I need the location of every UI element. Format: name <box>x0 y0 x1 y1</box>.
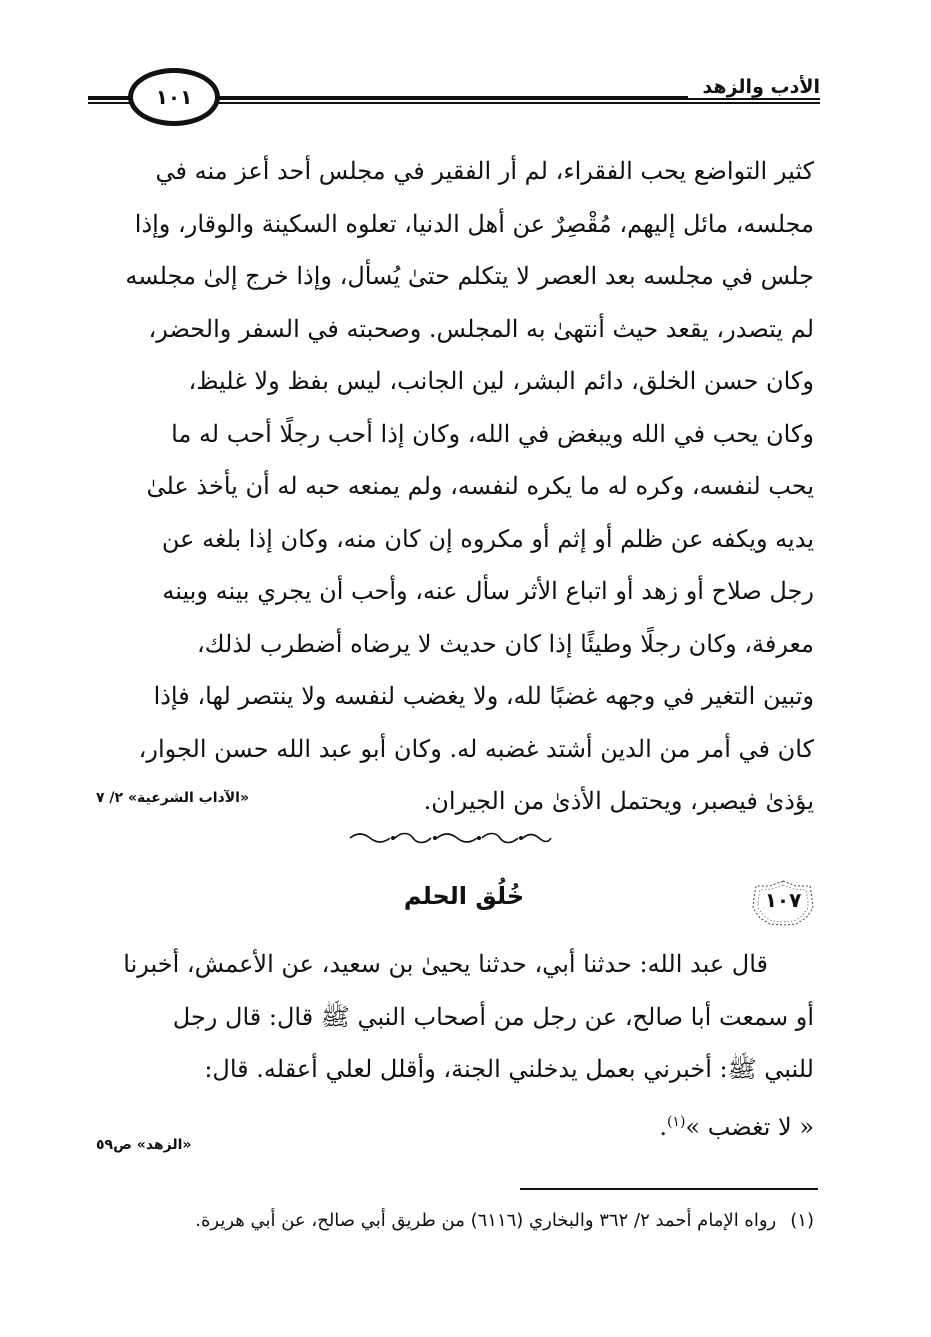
running-header <box>88 68 820 128</box>
text-line: أو سمعت أبا صالح، عن رجل من أصحاب النبي ﷺ قال: قال رجل <box>172 1002 814 1031</box>
source-citation: «الآداب الشرعية» ٢/ ٧ <box>96 790 249 806</box>
text-line: لم يتصدر، يقعد حيث أنتهىٰ به المجلس. وصحبته في السفر والحضر، <box>148 314 814 343</box>
text-line: كثير التواضع يحب الفقراء، لم أر الفقير في مجلس أحد أعز منه في <box>155 157 814 185</box>
footnote-text: رواه الإمام أحمد ٢/ ٣٦٢ والبخاري (٦١١٦) من طريق أبي صالح، عن أبي هريرة. <box>195 1210 777 1231</box>
footnote-separator <box>520 1188 818 1190</box>
quoted-saying: « لا تغضب » <box>685 1112 814 1141</box>
text-line: وكان يحب في الله ويبغض في الله، وكان إذا أحب رجلًا أحب له ما <box>171 419 814 448</box>
page-number: ١٠١ <box>155 85 193 109</box>
section-title: خُلُق الحلم <box>403 882 525 910</box>
text-line: وكان حسن الخلق، دائم البشر، لين الجانب، ليس بفظ ولا غليظ، <box>188 367 814 395</box>
footnote <box>114 1210 814 1231</box>
text-line: يحب لنفسه، وكره له ما يكره لنفسه، ولم يمنعه حبه له أن يأخذ علىٰ <box>146 472 814 500</box>
page-number-frame <box>128 68 220 126</box>
divider-ornament <box>345 828 555 848</box>
footnote-marker: (١) <box>790 1210 814 1231</box>
text-line: يديه ويكفه عن ظلم أو إثم أو مكروه إن كان منه، وكان إذا بلغه عن <box>161 524 814 553</box>
text-line: معرفة، وكان رجلًا وطيئًا إذا كان حديث لا يرضاه أضطرب لذلك، <box>197 629 814 658</box>
text-line: يؤذىٰ فيصبر، ويحتمل الأذىٰ من الجيران. <box>423 787 814 815</box>
section-heading <box>114 876 814 926</box>
text-line-last: « لا تغضب »$^{(١)}$. <box>659 1112 814 1141</box>
text-line: جلس في مجلسه بعد العصر لا يتكلم حتىٰ يُسأل، وإذا خرج إلىٰ مجلسه <box>125 262 814 290</box>
footnote-reference: (١) <box>666 1113 686 1130</box>
text-line: وتبين التغير في وجهه غضبًا لله، ولا يغضب لنفسه ولا ينتصر لها، فإذا <box>153 682 814 710</box>
source-citation: «الزهد» ص٥٩ <box>96 1137 192 1153</box>
text-line: مجلسه، مائل إليهم، مُقْصِرٌ عن أهل الدنيا، تعلوه السكينة والوقار، وإذا <box>134 209 814 238</box>
text-line: قال عبد الله: حدثنا أبي، حدثنا يحيىٰ بن سعيد، عن الأعمش، أخبرنا <box>123 950 768 978</box>
text-line: رجل صلاح أو زهد أو اتباع الأثر سأل عنه، وأحب أن يجري بينه وبينه <box>162 577 814 605</box>
body-paragraph <box>114 145 814 828</box>
text-line: كان في أمر من الدين أشتد غضبه له. وكان أبو عبد الله حسن الجوار، <box>138 734 814 763</box>
hadith-paragraph <box>114 938 814 1148</box>
hadith-number: ١٠٧ <box>764 888 802 912</box>
text-line: للنبي ﷺ: أخبرني بعمل يدخلني الجنة، وأقلل لعلي أعقله. قال: <box>204 1055 814 1083</box>
header-title: الأدب والزهد <box>688 76 820 98</box>
